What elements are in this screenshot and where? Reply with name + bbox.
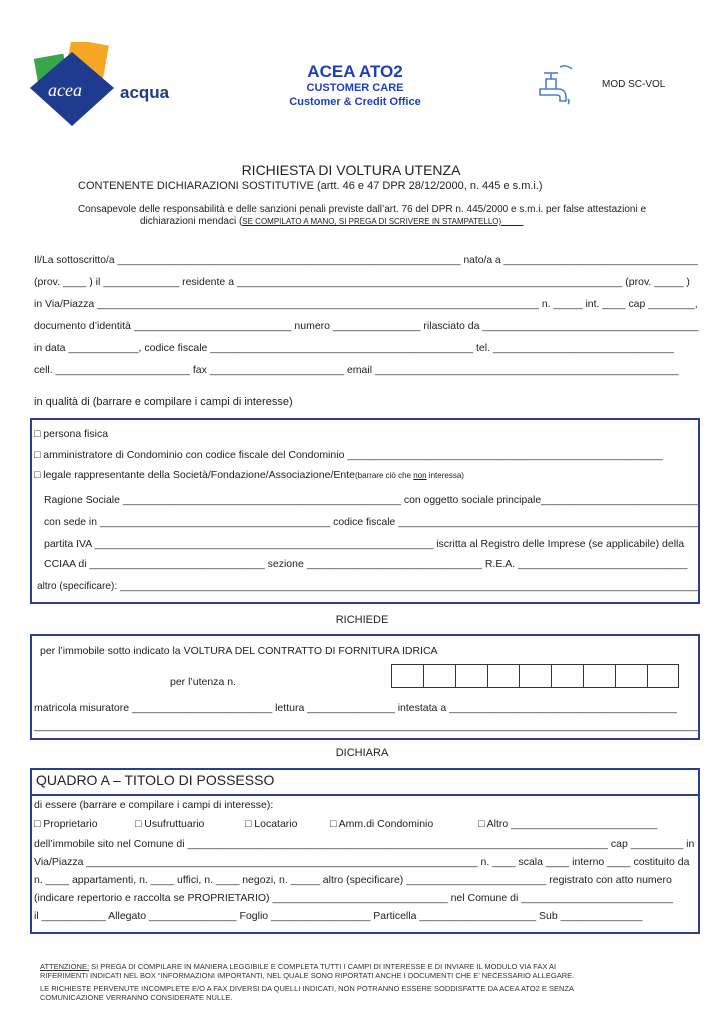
dept-credit-office: Customer & Credit Office [289, 96, 421, 108]
form-subtitle: CONTENENTE DICHIARAZIONI SOSTITUTIVE (artt. 46 e 47 DPR 28/12/2000, n. 445 e s.m.i.) [78, 180, 543, 192]
checkbox-amm-condominio[interactable]: □ Amm.di Condominio [330, 818, 434, 830]
quadro-a-title: QUADRO A – TITOLO DI POSSESSO [36, 772, 275, 788]
notice-line-1: Consapevole delle responsabilità e delle sanzioni penali previste dall’art. 76 del DPR n. 445/2000 e s.m.i. per false attestazioni e [77, 204, 647, 215]
field-line-cell-fax-email[interactable]: cell. _______________________ fax _______________________ email ____________________________________________________ [34, 364, 679, 376]
dichiara-heading: DICHIARA [335, 747, 389, 759]
quadro-a-intro: di essere (barrare e compilare i campi di interesse): [34, 799, 274, 811]
field-line-matricola[interactable]: matricola misuratore ________________________ lettura _______________ intestata a _______________________________________ [34, 702, 677, 714]
dept-customer-care: CUSTOMER CARE [306, 82, 404, 94]
checkbox-proprietario[interactable]: □ Proprietario [34, 818, 98, 830]
field-line-date-cf-tel[interactable]: in data ____________, codice fiscale _____________________________________________ tel. _______________________________ [34, 342, 674, 354]
field-line-sede[interactable]: con sede in ________________________________________ codice fiscale ____________________________________________________ [44, 516, 698, 528]
acea-logo [28, 42, 178, 128]
checkbox-locatario[interactable]: □ Locatario [245, 818, 298, 830]
field-line-cciaa[interactable]: CCIAA di ______________________________ sezione ______________________________ R.E.A. _____________________________ [44, 558, 688, 570]
field-line-catasto[interactable]: il ___________ Allegato _______________ Foglio _________________ Particella ____________________ Sub ______________ [34, 910, 643, 922]
field-line-continuation[interactable]: ______________________________________________________________________________________________________________________ [34, 720, 699, 732]
checkbox-usufruttuario[interactable]: □ Usufruttuario [135, 818, 205, 830]
form-code: MOD SC-VOL [602, 79, 666, 90]
checkbox-persona-fisica[interactable]: □ persona fisica [34, 428, 109, 440]
field-line-comune[interactable]: dell’immobile sito nel Comune di ________________________________________________________________________ cap _________ in [34, 838, 695, 850]
checkbox-legale-rappresentante[interactable]: □ legale rappresentante della Società/Fondazione/Associazione/Ente(barrare ciò che non interessa) [34, 469, 464, 481]
footer-attention: ATTENZIONE: SI PREGA DI COMPILARE IN MANIERA LEGGIBILE E COMPLETA TUTTI I CAMPI DI INTERESSE E DI INVIARE IL MODULO VIA FAX AI [40, 962, 557, 971]
footer-note-2: COMUNICAZIONE VERRANNO CONSIDERATE NULLE. [40, 993, 233, 1002]
form-title: RICHIESTA DI VOLTURA UTENZA [241, 162, 461, 178]
company-name: ACEA ATO2 [307, 62, 403, 81]
richiede-text: per l’immobile sotto indicato la VOLTURA DEL CONTRATTO DI FORNITURA IDRICA [40, 645, 438, 657]
quality-box [30, 418, 700, 604]
footer-note-1: LE RICHIESTE PERVENUTE INCOMPLETE E/O A FAX DIVERSI DA QUELLI INDICATI, NON POTRANNO ESSERE SODDISFATTE DA ACEA ATO2 E SENZA [40, 984, 575, 993]
field-line-address[interactable]: in Via/Piazza ____________________________________________________________________________ n. _____ int. ____ cap ________, [34, 298, 698, 310]
field-line-altro[interactable]: altro (specificare): _______________________________________________________________________________________________________ [37, 580, 698, 592]
quality-heading: in qualità di (barrare e compilare i campi di interesse) [34, 396, 293, 408]
footer-attention-2: RIFERIMENTI INDICATI NEL BOX “INFORMAZIONI IMPORTANTI, NEL QUALE SONO RIPORTATI ANCHE I DOCUMENTI CHE E’ NECESSARIO ALLEGARE. [40, 971, 575, 980]
notice-line-2: dichiarazioni mendaci (SE COMPILATO A MANO, SI PREGA DI SCRIVERE IN STAMPATELLO) [140, 216, 502, 227]
field-line-repertorio[interactable]: (indicare repertorio e raccolta se PROPRIETARIO) ______________________________ nel Comune di __________________________ [34, 892, 674, 904]
field-line-partita-iva[interactable]: partita IVA __________________________________________________________ iscritta al Registro delle Imprese (se applicabile) della [44, 538, 685, 550]
checkbox-amministratore-condominio[interactable]: □ amministratore di Condominio con codice fiscale del Condominio ______________________________________________________ [34, 449, 663, 461]
utenza-label: per l’utenza n. [170, 676, 236, 688]
field-line-name-birth[interactable]: Il/La sottoscritto/a ____________________________________________________________ nato/a a __________________________________ [34, 254, 698, 266]
field-line-unita[interactable]: n. ____ appartamenti, n. ____ uffici, n. ____ negozi, n. _____ altro (specificare) ________________________ registrato con atto numero [34, 874, 672, 886]
utenza-number-cells[interactable] [391, 664, 679, 688]
svg-text:acqua: acqua [120, 83, 170, 102]
water-tap-icon [532, 63, 580, 105]
checkbox-altro[interactable]: □ Altro _________________________ [478, 818, 658, 830]
field-line-document[interactable]: documento d’identità ___________________________ numero _______________ rilasciato da _____________________________________ [34, 320, 699, 332]
svg-text:acea: acea [48, 80, 82, 100]
field-line-via-piazza[interactable]: Via/Piazza ___________________________________________________________________ n. ____ scala ____ interno ____ costituito da [34, 856, 690, 868]
field-line-ragione-sociale[interactable]: Ragione Sociale ________________________________________________ con oggetto sociale principale___________________________ [44, 494, 698, 506]
field-line-prov-residence[interactable]: (prov. ____ ) il _____________ residente a __________________________________________________________________ (prov. _____ ) [34, 276, 690, 288]
richiede-heading: RICHIEDE [335, 614, 389, 626]
